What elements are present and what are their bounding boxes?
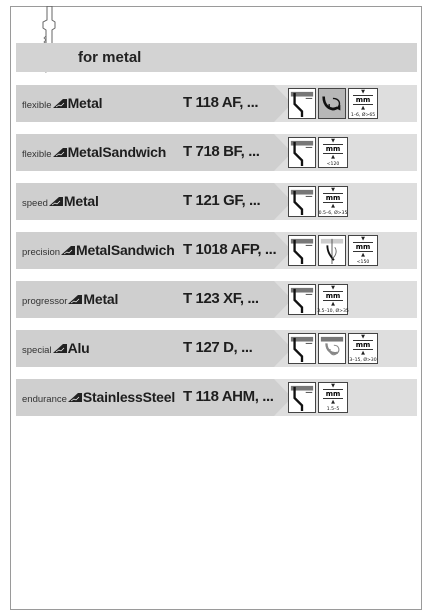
straight-cut-icon [288, 382, 316, 413]
brand-logo-icon [53, 344, 67, 353]
brand-logo-icon [68, 295, 82, 304]
blade-prefix: precision [22, 247, 61, 258]
thickness-icon: ▼ mm ▲ 3.5–10, Ø>35 [317, 285, 349, 314]
blade-row [16, 183, 417, 220]
thickness-icon: ▼ mm ▲ 1–6, Ø>65 [348, 88, 378, 119]
blade-name: StainlessSteel [82, 389, 176, 405]
curve-cut-icon [318, 333, 346, 364]
thickness-unit: mm [353, 95, 373, 105]
straight-cut-icon [288, 186, 316, 217]
blade-prefix: flexible [22, 100, 52, 111]
brand-logo-icon [53, 99, 67, 108]
thickness-unit: mm [323, 144, 343, 154]
blade-code: T 1018 AFP, ... [183, 241, 277, 258]
thickness-unit: mm [323, 193, 343, 203]
brand-logo-icon [61, 246, 75, 255]
blade-brand [22, 291, 118, 307]
straight-cut-icon [288, 284, 316, 315]
blade-prefix: endurance [22, 394, 67, 405]
blade-row [16, 330, 417, 367]
thickness-range: 1–6, Ø>65 [350, 113, 376, 118]
curve-cut-icon [318, 235, 346, 266]
blade-name: Alu [67, 340, 90, 356]
blade-name: Metal [83, 291, 119, 307]
application-icons [288, 186, 348, 217]
blade-code: T 123 XF, ... [183, 290, 259, 307]
section-header [16, 43, 417, 72]
blade-row [16, 281, 417, 318]
brand-logo-icon [49, 197, 63, 206]
blade-row [16, 379, 417, 416]
curve-cut-icon [318, 88, 346, 119]
blade-list [16, 85, 417, 525]
brand-logo-icon [68, 393, 82, 402]
blade-name: Metal [63, 193, 99, 209]
straight-cut-icon [288, 88, 316, 119]
blade-prefix: speed [22, 198, 48, 209]
thickness-range: 0.5–6, Ø>35 [318, 211, 348, 216]
brand-logo-icon [53, 148, 67, 157]
thickness-unit: mm [323, 389, 343, 399]
application-icons [288, 88, 378, 119]
blade-code: T 718 BF, ... [183, 143, 260, 160]
blade-brand [22, 144, 166, 160]
blade-brand [22, 389, 175, 405]
blade-brand [22, 193, 99, 209]
application-icons [288, 235, 378, 266]
thickness-icon: ▼ mm ▲ <120 [318, 137, 348, 168]
blade-row [16, 232, 417, 269]
thickness-range: 3–15, Ø>30 [349, 358, 377, 363]
application-icons [288, 284, 348, 315]
straight-cut-icon [288, 333, 316, 364]
thickness-range: <150 [356, 260, 370, 265]
thickness-unit: mm [353, 242, 373, 252]
blade-code: T 121 GF, ... [183, 192, 261, 209]
blade-row [16, 134, 417, 171]
thickness-icon: ▼ mm ▲ <150 [348, 235, 378, 266]
blade-brand [22, 242, 175, 258]
blade-name: Metal [67, 95, 103, 111]
thickness-icon: ▼ mm ▲ 1.5–5 [318, 382, 348, 413]
blade-prefix: flexible [22, 149, 52, 160]
application-icons [288, 333, 378, 364]
thickness-range: 1.5–5 [326, 407, 340, 412]
blade-prefix: special [22, 345, 52, 356]
straight-cut-icon [288, 235, 316, 266]
thickness-icon: ▼ mm ▲ 0.5–6, Ø>35 [318, 187, 348, 216]
blade-brand [22, 340, 90, 356]
thickness-icon: ▼ mm ▲ 3–15, Ø>30 [349, 334, 377, 363]
thickness-range: 3.5–10, Ø>35 [317, 309, 349, 314]
blade-code: T 118 AHM, ... [183, 388, 274, 405]
blade-code: T 118 AF, ... [183, 94, 259, 111]
application-icons [288, 137, 348, 168]
thickness-unit: mm [323, 291, 343, 301]
blade-code: T 127 D, ... [183, 339, 253, 356]
blade-row [16, 85, 417, 122]
thickness-unit: mm [353, 340, 373, 350]
straight-cut-icon [288, 137, 316, 168]
blade-brand [22, 95, 102, 111]
blade-prefix: progressor [22, 296, 68, 307]
blade-name: MetalSandwich [67, 144, 167, 160]
thickness-range: <120 [326, 162, 340, 167]
application-icons [288, 382, 348, 413]
blade-name: MetalSandwich [76, 242, 175, 258]
section-title: for metal [78, 49, 142, 66]
